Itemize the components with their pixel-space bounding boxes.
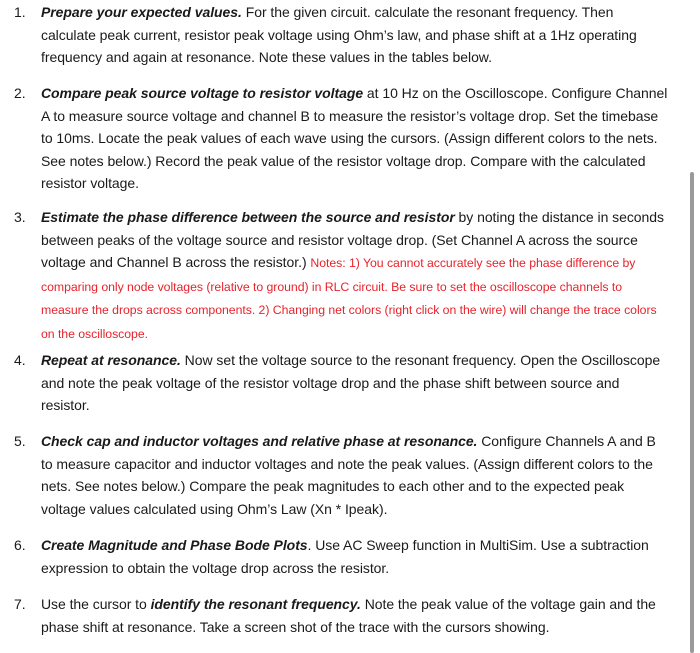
step-body: by noting the distance in seconds between peaks of the voltage source and resistor voltage drop. (Set Channel A across the source voltage and Channel B across the resistor.) (41, 209, 664, 270)
step-text (41, 82, 668, 195)
step-heading: Prepare your expected values. (41, 4, 242, 20)
step-number: 7. (14, 596, 26, 612)
step-heading: Estimate the phase difference between the source and resistor (41, 209, 455, 225)
step-heading: Repeat at resonance. (41, 352, 181, 368)
step-body: For the given circuit. calculate the resonant frequency. Then calculate peak current, resistor peak voltage using Ohm’s law, and phase shift at a 1Hz operating frequency and again at resonance. Note these values in the tables below. (41, 4, 637, 65)
step-text (41, 206, 668, 345)
step-text (41, 534, 668, 579)
step-body: Note the peak value of the voltage gain and the phase shift at resonance. Take a screen shot of the trace with the cursors showing. (41, 596, 656, 635)
step-lead: Use the cursor to (41, 596, 151, 612)
step-body: at 10 Hz on the Oscilloscope. Configure Channel A to measure source voltage and channel B to measure the resistor’s voltage drop. Set the timebase to 10ms. Locate the peak values of each wave using the cursors. (Assign different colors to the nets. See notes below.) Record the peak value of the resistor voltage drop. Compare with the calculated resistor voltage. (41, 85, 668, 191)
step-number: 2. (14, 85, 26, 101)
step-heading: Check cap and inductor voltages and relative phase at resonance. (41, 433, 478, 449)
vertical-scrollbar[interactable] (690, 172, 694, 653)
step-heading: Compare peak source voltage to resistor voltage (41, 85, 364, 101)
step-number: 3. (14, 209, 26, 225)
step-number: 1. (14, 4, 26, 20)
step-text (41, 430, 668, 520)
step-text (41, 349, 668, 417)
step-number: 5. (14, 433, 26, 449)
step-body: . Use AC Sweep function in MultiSim. Use a subtraction expression to obtain the voltage drop across the resistor. (41, 537, 649, 576)
step-note: Notes: 1) You cannot accurately see the phase difference by comparing only node voltages (relative to ground) in RLC circuit. Be sure to set the oscilloscope channels to measure the drops across components. 2) Changing net colors (right click on the wire) will change the trace colors on the oscilloscope. (41, 256, 657, 341)
step-body: Configure Channels A and B to measure capacitor and inductor voltages and note the peak values. (Assign different colors to the nets. See notes below.) Compare the peak magnitudes to each other and to the expected peak voltage values calculated using Ohm’s Law (Xn * Ipeak). (41, 433, 656, 517)
step-heading: Create Magnitude and Phase Bode Plots (41, 537, 308, 553)
step-heading: identify the resonant frequency. (150, 596, 361, 612)
step-number: 6. (14, 537, 26, 553)
step-body: Now set the voltage source to the resonant frequency. Open the Oscilloscope and note the peak voltage of the resistor voltage drop and the phase shift between source and resistor. (41, 352, 661, 413)
step-number: 4. (14, 352, 26, 368)
step-text (41, 593, 668, 638)
step-text (41, 1, 668, 69)
